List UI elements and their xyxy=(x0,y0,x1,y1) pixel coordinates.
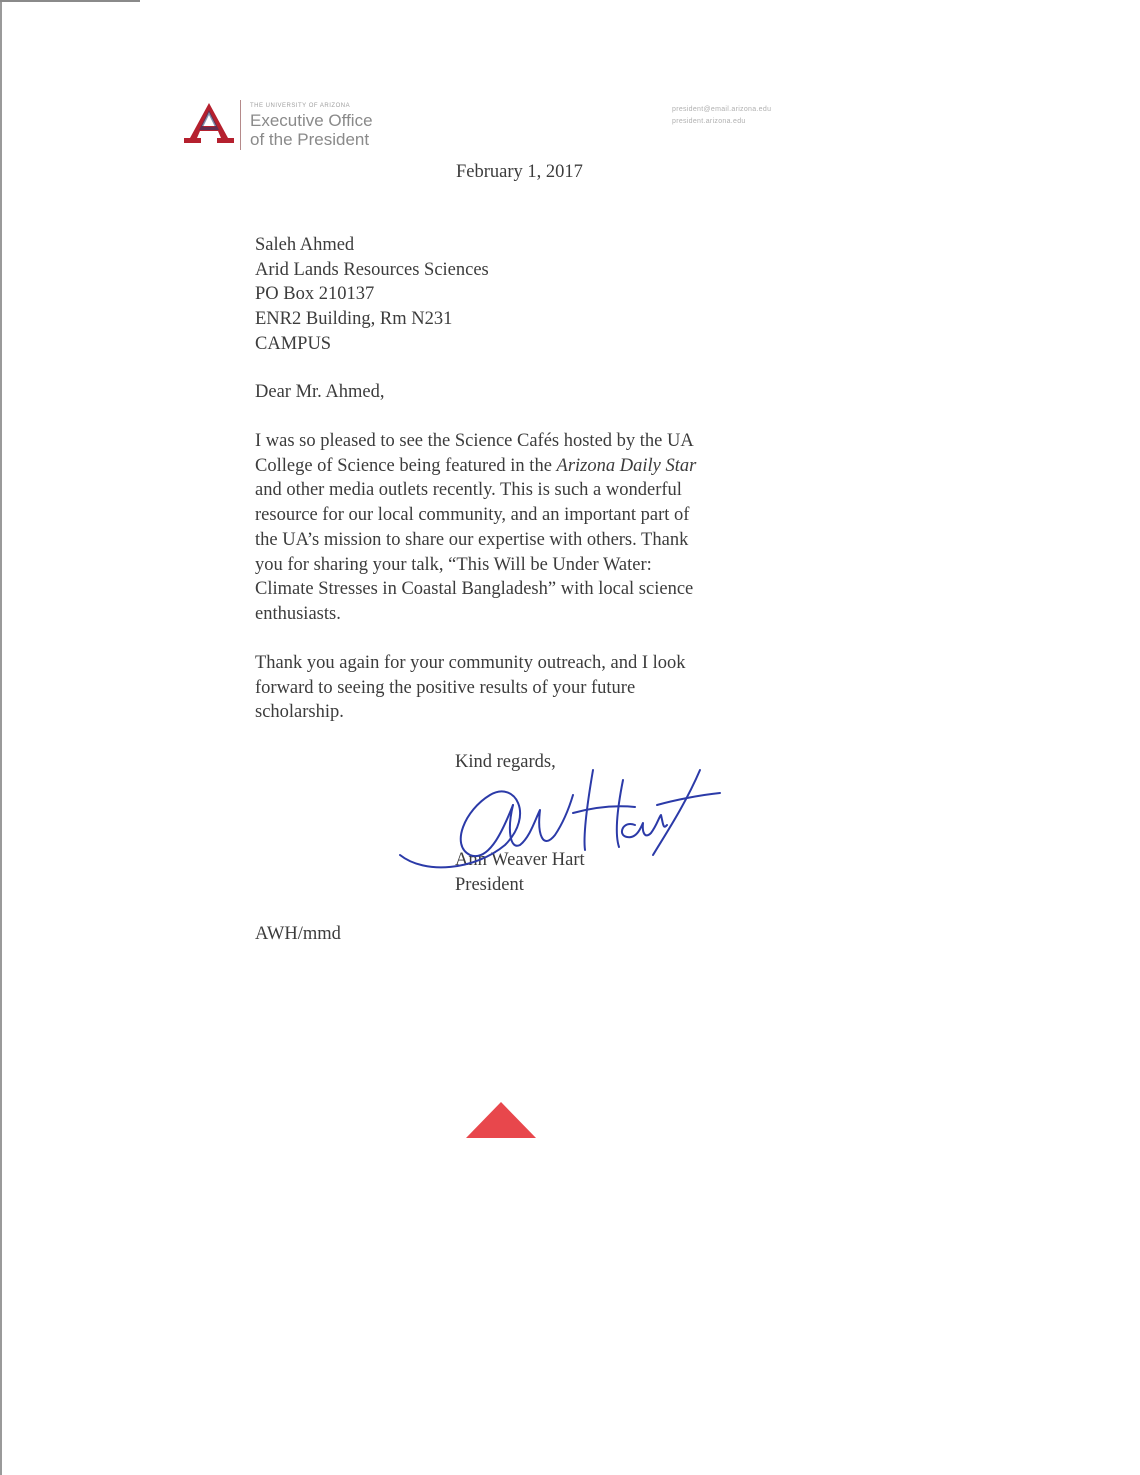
paragraph-line: forward to seeing the positive results of your future xyxy=(255,677,636,698)
letterhead-title xyxy=(250,101,373,149)
paragraph-line: scholarship. xyxy=(255,702,344,723)
paragraph-line xyxy=(255,454,696,479)
recipient-building: ENR2 Building, Rm N231 xyxy=(255,309,453,330)
contact-line-2: president.arizona.edu xyxy=(672,118,746,125)
closing: Kind regards, xyxy=(455,752,556,772)
footer-triangle-icon xyxy=(466,1102,536,1138)
recipient-location: CAMPUS xyxy=(255,333,332,354)
university-name: THE UNIVERSITY OF ARIZONA xyxy=(250,103,351,109)
paragraph-line: you for sharing your talk, “This Will be Under Water: xyxy=(255,554,652,575)
scan-edge xyxy=(0,0,2,1475)
paragraph-text: College of Science being featured in the xyxy=(255,455,557,476)
salutation: Dear Mr. Ahmed, xyxy=(255,382,385,402)
paragraph-line: and other media outlets recently. This is such a wonderful xyxy=(255,480,682,501)
reference-initials: AWH/mmd xyxy=(255,924,341,944)
paragraph-line: I was so pleased to see the Science Cafés hosted by the UA xyxy=(255,431,694,451)
office-name-line2: of the President xyxy=(250,130,370,149)
recipient-name: Saleh Ahmed xyxy=(255,235,355,255)
paragraph-line: Thank you again for your community outreach, and I look xyxy=(255,653,686,673)
body-paragraph-1 xyxy=(255,429,696,627)
recipient-po-box: PO Box 210137 xyxy=(255,284,375,305)
recipient-address xyxy=(255,233,489,357)
handwritten-signature xyxy=(395,765,725,875)
paragraph-line: resource for our local community, and an important part of xyxy=(255,505,690,526)
logo-divider xyxy=(240,100,241,150)
letter-date: February 1, 2017 xyxy=(456,162,583,182)
university-logo-icon xyxy=(184,100,234,144)
letterhead-contact xyxy=(672,104,771,128)
contact-line-1: president@email.arizona.edu xyxy=(672,106,772,113)
paragraph-line: enthusiasts. xyxy=(255,603,341,624)
office-name-line1: Executive Office xyxy=(250,111,373,130)
paragraph-line: Climate Stresses in Coastal Bangladesh” with local science xyxy=(255,579,694,600)
scan-edge-top xyxy=(0,0,140,2)
signer-title: President xyxy=(455,874,524,895)
paragraph-line: the UA’s mission to share our expertise with others. Thank xyxy=(255,529,689,550)
signer-name: Ann Weaver Hart xyxy=(455,850,585,870)
publication-title: Arizona Daily Star xyxy=(556,455,697,476)
recipient-department: Arid Lands Resources Sciences xyxy=(255,259,489,280)
body-paragraph-2 xyxy=(255,651,686,725)
